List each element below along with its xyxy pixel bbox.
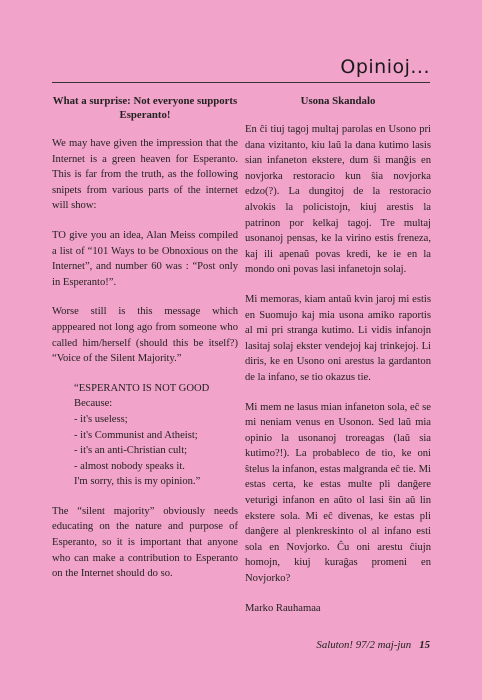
- quote-line: - it's useless;: [74, 413, 128, 425]
- left-paragraph-1: We may have given the impression that the Internet is a green heaven for Esperanto. This is far from the truth, as the following snipets from various parts of the internet will show:: [52, 138, 238, 212]
- quote-line: “ESPERANTO IS NOT GOOD: [74, 382, 210, 394]
- quoted-message: [74, 381, 238, 490]
- right-paragraph-2: Mi memoras, kiam antaŭ kvin jaroj mi estis en Suomujo kaj mia usona amiko raportis al mi pri stranga kutimo. Li vidis infanojn lasitaj solaj ekster vendejoj kaj trinkejoj. Li diris, ke en Usono oni arestus la gardanton de la infano, se tio okazus tie.: [245, 293, 431, 383]
- author-signature: Marko Rauhamaa: [245, 602, 321, 614]
- right-paragraph-1: En ĉi tiuj tagoj multaj parolas en Usono pri dana vizitanto, kiu laŭ la dana kutimo lasis sian infaneton ekstere, dum ŝi manĝis en novjorka restoracio kun ŝia novjorka edzo(?). La dungitoj de la restoracio alvokis la policistojn, kiuj arestis la patrinon por kelkaj tagoj. Tre multaj usonanoj pensas, ke la virino estis freneza, kaj ili apenaŭ povas kredi, ke ie en la mondo oni povas lasi infanetojn solaj.: [245, 124, 431, 276]
- quote-line: - it's Communist and Atheist;: [74, 429, 198, 441]
- right-paragraph-3: Mi mem ne lasus mian infaneton sola, eĉ se mi neniam venus en Usonon. Sed laŭ mia opinio la usonanoj troreagas (laŭ sia kutimo?!). La probableco de tio, ke oni ŝtelus la infanon, estas malgranda eĉ tie. Mi estas certa, ke estas multe pli danĝere veturigi infanon en aŭto ol lasi ŝin aŭ lin ekstere sola. Mi eĉ divenas, ke estas pli danĝere al plenkreskinto ol al infano esti sola en Novjorko. Ĉu oni arestu ĉiujn homojn, kiuj kuraĝas promeni en Novjorko?: [245, 401, 431, 585]
- left-paragraph-2: TO give you an idea, Alan Meiss compiled a list of “101 Ways to be Obnoxious on the Internet”, and number 60 was : “Post only in Esperanto!”.: [52, 229, 238, 288]
- header-rule: [52, 82, 430, 83]
- quote-line: Because:: [74, 398, 113, 410]
- quote-line: I'm sorry, this is my opinion.”: [74, 476, 201, 488]
- quote-line: - almost nobody speaks it.: [74, 460, 185, 472]
- publication-info: Saluton! 97/2 maj-jun: [316, 639, 412, 651]
- right-article-heading: Usona Skandalo: [300, 95, 376, 107]
- page-number: 15: [419, 639, 430, 651]
- section-title: Opinioj...: [340, 56, 430, 78]
- left-column: [52, 94, 238, 596]
- quote-line: - it's an anti-Christian cult;: [74, 445, 188, 457]
- right-column: [245, 94, 431, 630]
- left-closing-paragraph: The “silent majority” obviously needs educating on the nature and purpose of Esperanto, so it is important that anyone who can make a contribution to Esperanto on the Internet should do so.: [52, 505, 238, 580]
- left-article-heading: What a surprise: Not everyone supports Esperanto!: [52, 95, 238, 121]
- page-footer: [316, 639, 430, 651]
- left-paragraph-3: Worse still is this message which apppeared not long ago from someone who called him/herself (should this be itself?) “Voice of the Silent Majority.”: [52, 306, 238, 365]
